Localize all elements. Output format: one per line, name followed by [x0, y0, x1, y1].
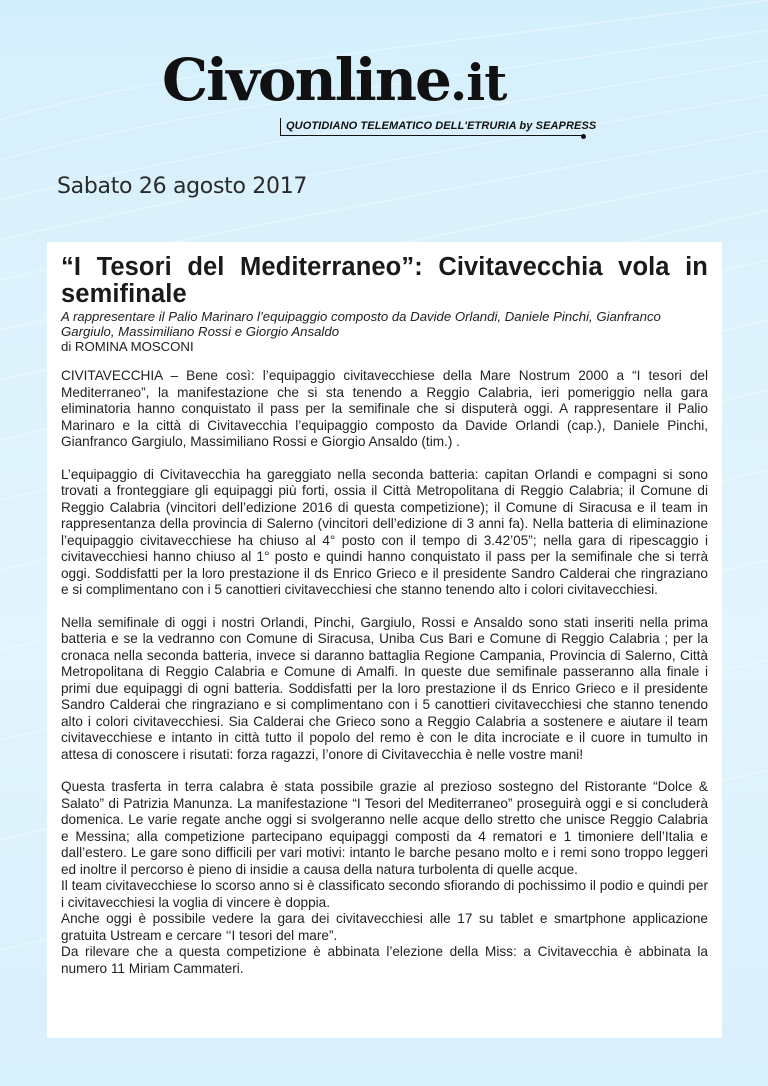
- site-logo[interactable]: [162, 48, 506, 115]
- article-paragraph: Da rilevare che a questa competizione è abbinata l’elezione della Miss: a Civitavecchia è abbinata la numero 11 Miriam Cammateri.: [61, 944, 708, 976]
- article-body: [61, 368, 708, 977]
- article-paragraph: CIVITAVECCHIA – Bene così: l’equipaggio civitavecchiese della Mare Nostrum 2000 a “I tesori del Mediterraneo”, la manifestazione che si sta tenendo a Reggio Calabria, ieri pomeriggio nella gara eliminatoria hanno conquistato il pass per la semifinale che si disputerà oggi. A rappresentare il Palio Marinaro e la città di Civitavecchia l’equipaggio composto da Davide Orlandi (cap.), Daniele Pinchi, Gianfranco Gargiulo, Massimiliano Rossi e Giorgio Ansaldo (tim.) .: [61, 368, 708, 449]
- site-tagline: QUOTIDIANO TELEMATICO DELL'ETRURIA by SEAPRESS: [286, 120, 597, 132]
- article-byline: di ROMINA MOSCONI: [61, 339, 194, 354]
- article-headline: “I Tesori del Mediterraneo”: Civitavecchia vola in semifinale: [61, 253, 708, 308]
- article-paragraph: Il team civitavecchiese lo scorso anno si è classificato secondo sfiorando di pochissimo il podio e quindi per i civitavecchiesi la voglia di vincere è doppia.: [61, 878, 708, 910]
- article-subhead: A rappresentare il Palio Marinaro l’equipaggio composto da Davide Orlandi, Daniele Pinchi, Gianfranco Gargiulo, Massimiliano Rossi e Giorgio Ansaldo: [61, 309, 661, 339]
- article-paragraph: Anche oggi è possibile vedere la gara dei civitavecchiesi alle 17 su tablet e smartphone applicazione gratuita Ustream e cercare ‘‘I tesori del mare”.: [61, 911, 708, 943]
- logo-main-text: Civonline: [162, 46, 450, 114]
- logo-tld-text: .it: [449, 53, 507, 112]
- article-box: [47, 242, 722, 1038]
- article-paragraph: L’equipaggio di Civitavecchia ha gareggiato nella seconda batteria: capitan Orlandi e compagni si sono trovati a fronteggiare gli equipaggi più forti, ossia il Città Metropolitana di Reggio Calabria; il Comune di Reggio Calabria (vincitori dell’edizione 2016 di questa competizione); il Comune di Siracusa e il team in rappresentanza della provincia di Salerno (vincitori dell’edizione di 3 anni fa). Nella batteria di eliminazione l’equipaggio civitavecchiese ha chiuso al 4° posto con il tempo di 3.42’05”; nella gara di ripescaggio i civitavecchiesi hanno chiuso al 1° posto e quindi hanno conquistato il pass per la semifinale che si terrà oggi. Soddisfatti per la loro prestazione il ds Enrico Grieco e il presidente Sandro Calderai che ringraziano e si complimentano con i 5 canottieri civitavecchiesi che stanno tenendo alto i colori civitavecchiesi.: [61, 466, 708, 597]
- issue-date: Sabato 26 agosto 2017: [57, 174, 308, 199]
- article-paragraph: Nella semifinale di oggi i nostri Orlandi, Pinchi, Gargiulo, Rossi e Ansaldo sono stati inseriti nella prima batteria e se la vedranno con Comune di Siracusa, Uniba Cus Bari e Comune di Reggio Calabria ; per la cronaca nella seconda batteria, invece si daranno battaglia Regione Campania, Provincia di Salerno, Città Metropolitana di Reggio Calabria e Comune di Amalfi. In queste due semifinale passeranno alla finale i primi due equipaggi di ogni batteria. Soddisfatti per la loro prestazione il ds Enrico Grieco e il presidente Sandro Calderai che ringraziano e si complimentano con i 5 canottieri civitavecchiesi che stanno tenendo alto i colori civitavecchiesi. Sia Calderai che Grieco sono a Reggio Calabria a sostenere e aiutare il team civitavecchiese e intanto in città tutto il popolo del remo è con le dita incrociate e il cuore in tumulto in attesa di conoscere i risutati: forza ragazzi, l’onore di Civitavecchia è nelle vostre mani!: [61, 614, 708, 762]
- masthead: [162, 46, 597, 148]
- article-paragraph: Questa trasferta in terra calabra è stata possibile grazie al prezioso sostegno del Ristorante “Dolce & Salato” di Patrizia Manunza. La manifestazione “I Tesori del Mediterraneo” proseguirà oggi e si concluderà domenica. Le varie regate anche oggi si svolgeranno nelle acque dello stretto che unisce Reggio Calabria e Messina; alla competizione partecipano equipaggi composti da 4 rematori e 1 timoniere dell’Italia e dall’estero. Le gare sono difficili per vari motivi: intanto le barche pesano molto e i remi sono troppo leggeri ed inoltre il percorso è pieno di insidie a causa della natura turbolenta di quelle acque.: [61, 779, 708, 877]
